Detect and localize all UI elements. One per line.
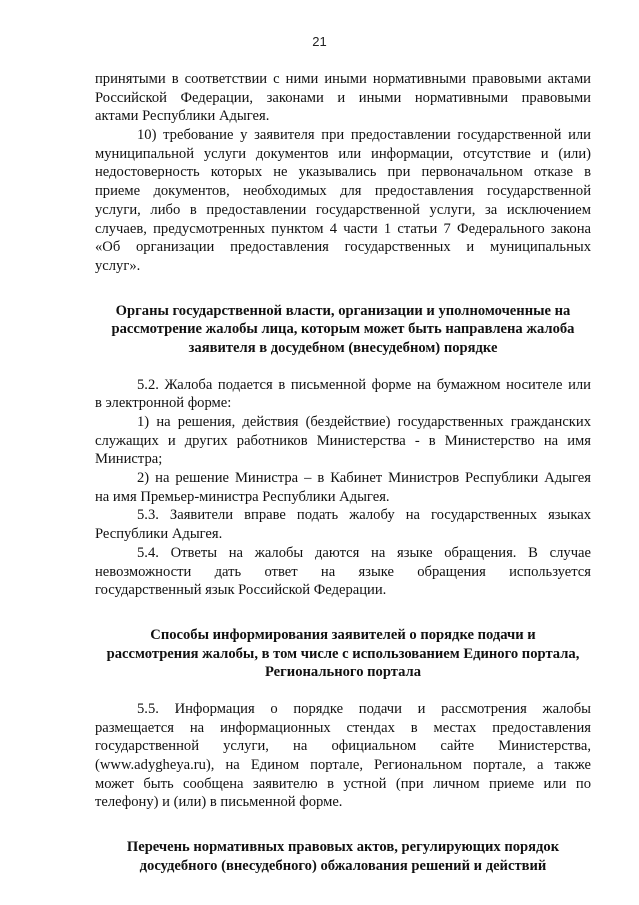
text-line: государственный язык Российской Федерации. [95,582,387,599]
heading-line: заявителя в досудебном (внесудебном) порядке [188,339,498,356]
text-line: 10) требование у заявителя при предоставлении государственной или [137,127,591,144]
text-line: может быть сообщена заявителю в устной (при личном приеме или по [95,775,591,792]
heading-line: досудебного (внесудебного) обжалования решений и действий [139,857,547,874]
heading-line: Способы информирования заявителей о порядке подачи и [150,626,536,643]
text-line: муниципальной услуги документов или информации, отсутствие и (или) [95,145,591,162]
spacer [95,358,591,376]
heading-line: рассмотрения жалобы, в том числе с использованием Единого портала, [106,645,580,662]
item-10-paragraph [95,126,591,276]
section-5-5 [95,700,591,812]
page-number: 21 [312,34,327,49]
heading-line: Перечень нормативных правовых актов, регулирующих порядок [126,839,560,856]
text-line: принятыми в соответствии с ними иными нормативными правовыми актами [95,71,591,87]
text-line: размещается на информационных стендах в местах предоставления [95,719,591,736]
text-line: недостоверность которых не указывались при первоначальном отказе в [95,164,591,181]
text-line: служащих и других работников Министерства - в Министерство на имя [95,432,591,449]
text-line: 1) на решения, действия (бездействие) государственных гражданских [137,414,591,430]
text-line: на имя Премьер-министра Республики Адыгея. [95,488,390,505]
text-line: государственной услуги, на официальном сайте Министерства, [95,738,591,755]
text-line: (www.adygheya.ru), на Едином портале, Региональном портале, а также [95,757,591,773]
section-heading-complaint-bodies [95,302,591,358]
text-line: Министра; [95,451,163,468]
text-line: приеме документов, необходимых для предоставления государственной [95,183,591,200]
intro-paragraph [95,70,591,126]
spacer [95,600,591,626]
text-line: Республики Адыгея. [95,526,223,543]
text-line: услуг». [95,257,141,274]
text-line: телефону) и (или) в письменной форме. [95,794,343,811]
text-line: «Об организации предоставления государственных и муниципальных [95,239,591,256]
text-line: 5.5. Информация о порядке подачи и рассмотрения жалобы [137,700,591,717]
section-5-2-to-5-4 [95,376,591,600]
section-heading-regulatory-acts [95,838,591,875]
heading-line: Регионального портала [264,664,422,681]
text-line: актами Республики Адыгея. [95,108,270,125]
text-line: невозможности дать ответ на языке обращения используется [95,563,591,580]
text-line: в электронной форме: [95,395,232,412]
spacer [95,276,591,302]
text-line: услуги, либо в предоставлении государственной услуги, за исключением [95,201,591,218]
text-line: 5.3. Заявители вправе подать жалобу на государственных языках [137,507,591,524]
text-line: 5.2. Жалоба подается в письменной форме на бумажном носителе или [137,376,591,393]
spacer [95,812,591,838]
heading-line: рассмотрение жалобы лица, которым может быть направлена жалоба [111,321,575,338]
heading-line: Органы государственной власти, организации и уполномоченные на [115,302,571,319]
text-line: Российской Федерации, законами и иными нормативными правовыми [95,89,591,106]
text-line: 5.4. Ответы на жалобы даются на языке обращения. В случае [137,544,591,561]
page-content [95,70,591,875]
text-line: случаев, предусмотренных пунктом 4 части 1 статьи 7 Федерального закона [95,220,591,237]
text-line: 2) на решение Министра – в Кабинет Министров Республики Адыгея [137,470,591,487]
spacer [95,682,591,700]
section-heading-informing-methods [95,626,591,682]
